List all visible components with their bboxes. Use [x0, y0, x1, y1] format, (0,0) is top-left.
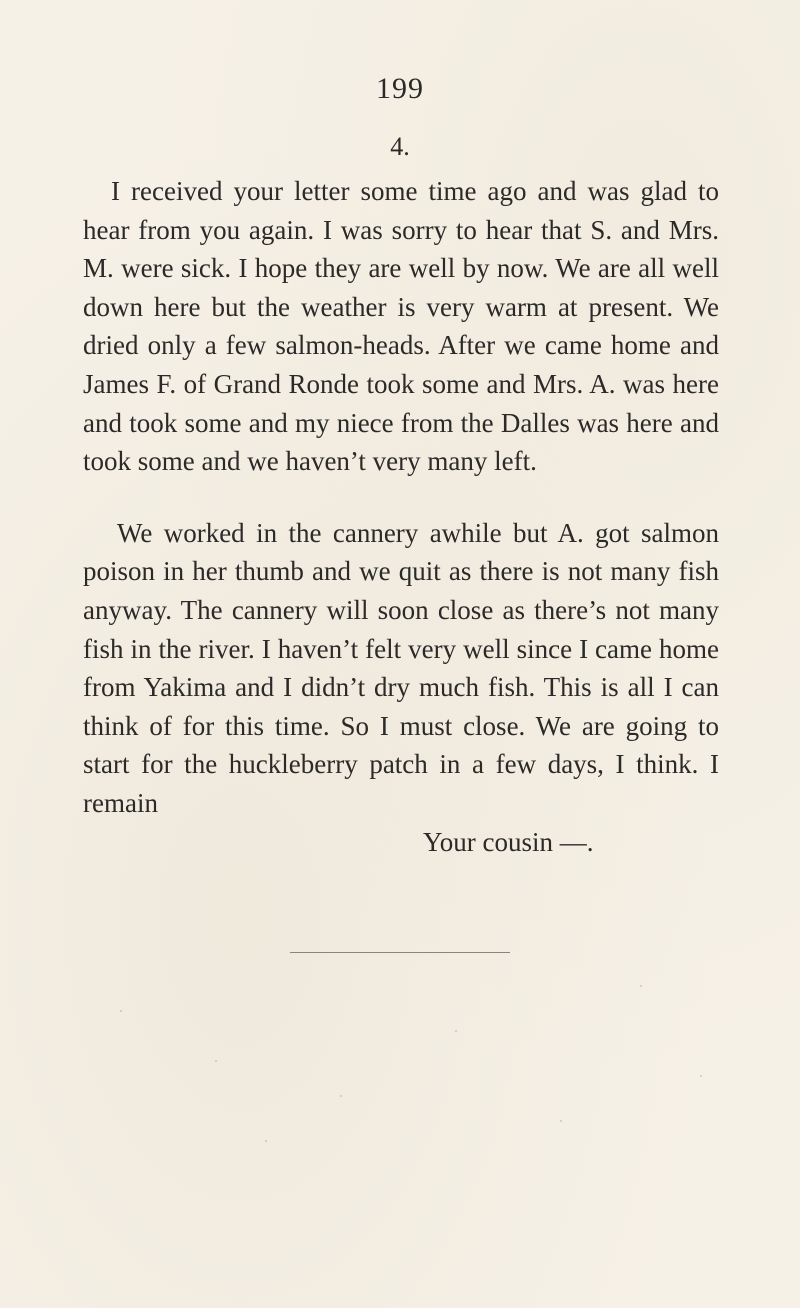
section-divider [290, 952, 510, 953]
paper-speck [560, 1120, 562, 1122]
letter-number: 4. [390, 132, 410, 161]
letter-paragraph-2: We worked in the cannery awhile but A. got salmon poison in her thumb and we quit as there is not many fish anyway. The cannery will soon close as there’s not many fish in the river. I haven’t felt very well since I came home from Yakima and I didn’t dry much fish. This is all I can think of for this time. So I must close. We are going to start for the huckleberry patch in a few days, I think. I remain [83, 517, 719, 818]
paper-speck [120, 1010, 122, 1012]
paper-speck [215, 1060, 217, 1062]
paper-speck [340, 1095, 342, 1097]
letter-closing: Your cousin —. [423, 826, 594, 857]
page-number: 199 [376, 72, 424, 105]
paper-speck [700, 1075, 702, 1077]
paper-speck [640, 985, 642, 987]
paper-speck [455, 1030, 457, 1032]
letter-paragraph-1: I received your letter some time ago and was glad to hear from you again. I was sorry to hear that S. and Mrs. M. were sick. I hope they are well by now. We are all well down here but the weather is very warm at present. We dried only a few salmon-heads. After we came home and James F. of Grand Ronde took some and Mrs. A. was here and took some and my niece from the Dalles was here and took some and we haven’t very many left. [83, 176, 719, 477]
letter-body [83, 172, 719, 861]
paper-speck [265, 1140, 267, 1142]
